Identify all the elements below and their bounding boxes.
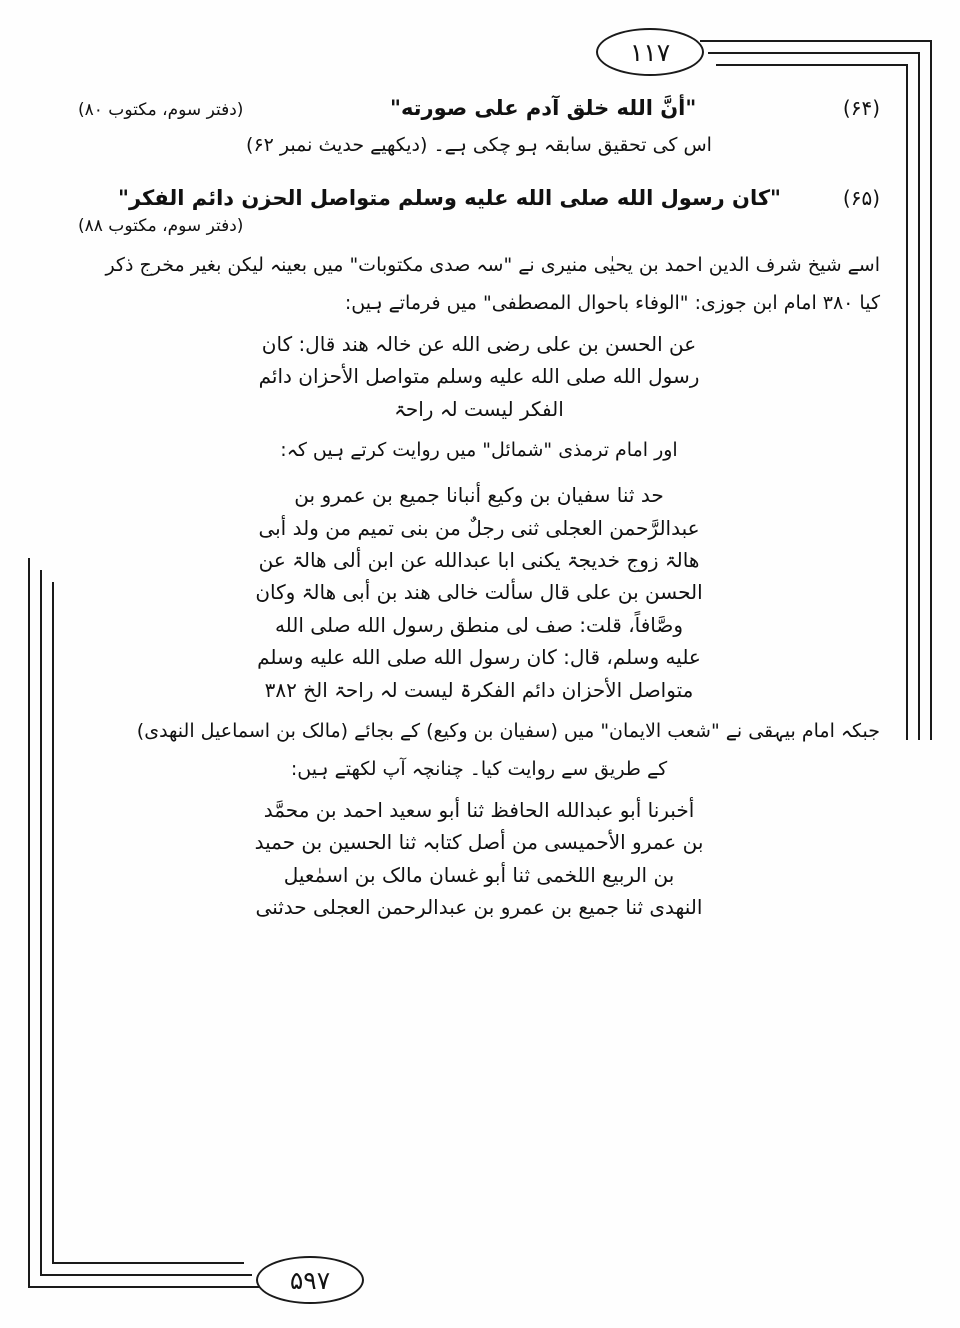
border-rule-left-middle [40, 570, 42, 1276]
entry-65-commentary-line-2: کیا ۳۸۰ امام ابن جوزی: "الوفاء باحوال المصطفی" میں فرماتے ہیں: [344, 292, 880, 314]
border-rule-top-middle [708, 52, 920, 54]
arabic-3-line-4: النهدی ثنا جمیع بن عمرو بن عبدالرحمن العجلی حدثنی [255, 895, 703, 920]
entry-65-number: (۶۵) [842, 186, 880, 210]
hadith-entry-65 [78, 186, 880, 923]
page-number-top: ۱۱۷ [596, 28, 704, 76]
hadith-entry-64 [78, 96, 880, 164]
arabic-2-line-2: عبدالرَّحمن العجلی ثنی رجلٌ من بنی تمیم من ولد أبی [258, 515, 700, 540]
entry-64-commentary-line-1: اس کی تحقیق سابقہ ہو چکی ہے۔ (دیکھیے حدیث نمبر ۶۲) [246, 134, 712, 156]
arabic-1-line-1: عن الحسن بن علی رضی الله عن خالہ هند قال: کان [261, 332, 697, 356]
arabic-3-line-3: بن الربیع اللخمی ثنا أبو غسان مالک بن اسمٰعیل [283, 862, 675, 887]
arabic-3-line-1: أخبرنا أبو عبدالله الحافظ ثنا أبو سعید احمد بن محمَّد [263, 797, 695, 822]
arabic-3-line-2: بن عمرو الأحمیسی من أصل کتابہ ثنا الحسین بن حمید [254, 830, 704, 855]
entry-64-quote: "أنَّ الله خلق آدم على صورته" [390, 96, 697, 120]
border-rule-right-middle [918, 52, 920, 740]
arabic-2-line-5: وصَّافاً، قلت: صف لی منطق رسول الله صلی الله [274, 612, 684, 637]
page-number-bottom: ۵۹۷ [256, 1256, 364, 1304]
border-rule-bottom-outer [28, 1286, 260, 1288]
arabic-2-line-1: حد ثنا سفیان بن وکیع أنبانا جمیع بن عمرو بن [294, 483, 664, 508]
border-rule-bottom-middle [40, 1274, 252, 1276]
arabic-narration-block-2 [78, 479, 880, 706]
entry-65-commentary-2-line-1: اور امام ترمذی "شمائل" میں روایت کرتے ہیں کہ: [280, 439, 678, 462]
border-rule-left-inner [52, 582, 54, 1264]
arabic-narration-block-1 [78, 328, 880, 425]
entry-65-head [78, 186, 880, 210]
border-rule-top-outer [700, 40, 932, 42]
entry-65-commentary-3-line-1: جبکہ امام بیہقی نے "شعب الایمان" میں (سفیان بن وکیع) کے بجائے (مالک بن اسماعیل النھدی) [136, 719, 880, 742]
border-rule-right-outer [930, 40, 932, 740]
border-rule-right-inner [906, 64, 908, 740]
arabic-2-line-6: علیه وسلم، قال: کان رسول الله صلی الله علیه وسلم [257, 645, 701, 670]
border-rule-bottom-inner [52, 1262, 244, 1264]
entry-64-number: (۶۴) [842, 96, 880, 120]
border-rule-left-outer [28, 558, 30, 1288]
entry-65-commentary-line-1: اسے شیخ شرف الدین احمد بن یحیٰی منیری نے "سہ صدی مکتوبات" میں بعینہ لیکن بغیر مخرج ذکر [105, 254, 880, 276]
arabic-1-line-2: رسول الله صلی الله علیه وسلم متواصل الأحزان دائم [258, 364, 700, 389]
arabic-2-line-7: متواصل الأحزان دائم الفکرۃ لیست لہ راحۃ الخ ۳۸۲ [264, 677, 694, 702]
entry-64-source: (دفتر سوم، مکتوب ۸۰) [78, 100, 244, 120]
entry-65-source: (دفتر سوم، مکتوب ۸۸) [78, 216, 244, 236]
border-rule-top-inner [716, 64, 908, 66]
arabic-narration-block-3 [78, 794, 880, 924]
entry-65-commentary-3-line-2: کے طریق سے روایت کیا۔ چنانچہ آپ لکھتے ہیں: [290, 757, 668, 780]
arabic-1-line-3: الفکر لیست لہ راحۃ [394, 396, 564, 421]
arabic-2-line-4: الحسن بن علی قال سألت خالی ھند بن أبی ھالۃ وکان [255, 580, 703, 605]
arabic-2-line-3: ھالۃ زوج خدیجۃ یکنی ابا عبدالله عن ابن ألی ھالۃ عن [258, 547, 700, 572]
page-content [78, 96, 880, 1228]
entry-65-quote: "کان رسول الله صلی الله علیه وسلم متواصل الحزن دائم الفکر" [118, 186, 781, 210]
entry-64-head [78, 96, 880, 120]
